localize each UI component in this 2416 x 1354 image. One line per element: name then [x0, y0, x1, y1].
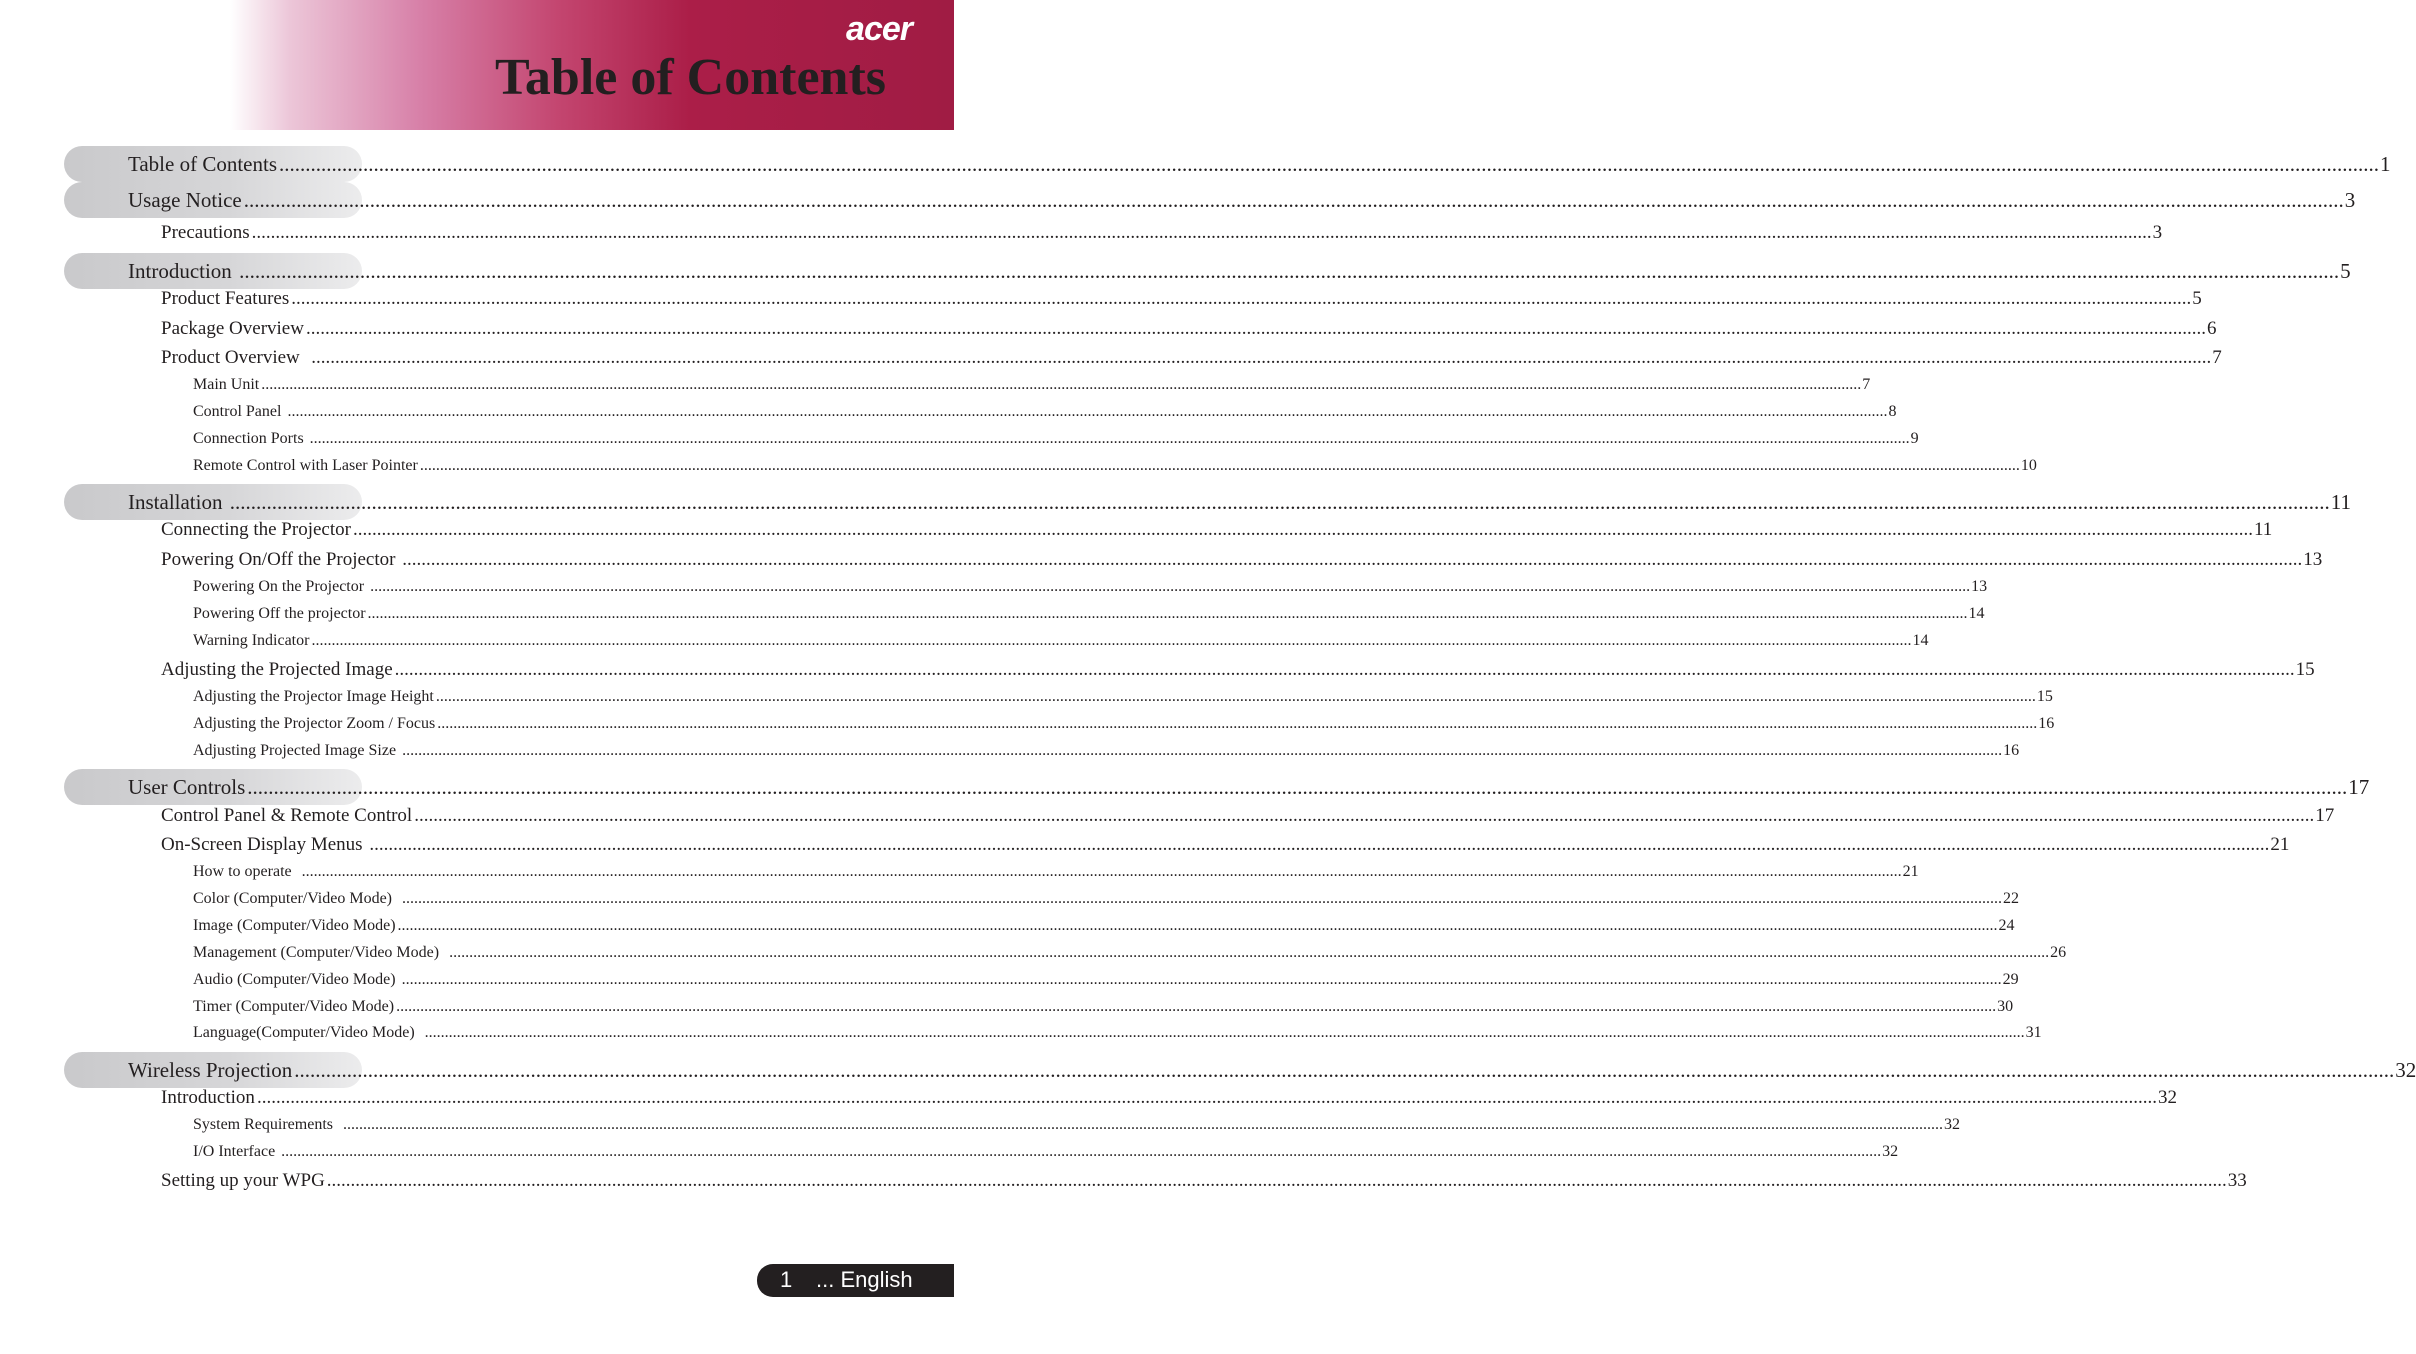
toc-entry-page: 14: [1968, 605, 1985, 622]
toc-entry-page: 15: [2036, 688, 2053, 705]
toc-entry-page: 6: [2206, 318, 2217, 339]
dot-leader: ................................................................................................................................................................................................................................................................................................................................................................................................................: [397, 917, 1998, 934]
toc-entry-page: 7: [1862, 376, 1871, 393]
toc-entry-level-3[interactable]: [193, 1116, 1960, 1134]
toc-entry-title: Language(Computer/Video Mode): [193, 1024, 423, 1041]
toc-entry-level-3[interactable]: [193, 917, 2015, 935]
toc-entry-level-2[interactable]: [161, 1087, 2177, 1109]
toc-entry-level-3[interactable]: [193, 742, 2020, 760]
toc-entry-title: Table of Contents: [128, 152, 277, 176]
toc-entry-page: 30: [1997, 998, 2014, 1015]
toc-entry-title: Powering On the Projector: [193, 578, 369, 595]
toc-entry-level-2[interactable]: [161, 549, 2323, 571]
toc-entry-level-3[interactable]: [193, 632, 1929, 650]
toc-entry-title: Image (Computer/Video Mode): [193, 917, 396, 934]
toc-entry-title: Control Panel: [193, 403, 286, 420]
toc-entry-page: 16: [2003, 742, 2020, 759]
dot-leader: ................................................................................................................................................................................................................................................................................................................................................................................................................: [311, 632, 1912, 649]
dot-leader: ................................................................................................................................................................................................................................................................................................................................................................................................................: [437, 715, 2038, 732]
toc-entry-title: System Requirements: [193, 1116, 341, 1133]
toc-entry-title: Introduction: [128, 259, 238, 283]
toc-entry-title: Installation: [128, 490, 228, 514]
toc-entry-level-2[interactable]: [161, 288, 2202, 310]
toc-entry-page: 3: [2344, 188, 2356, 212]
toc-entry-level-3[interactable]: [193, 578, 1988, 596]
toc-entry-level-1[interactable]: [128, 259, 2351, 284]
toc-entry-level-2[interactable]: [161, 1170, 2247, 1192]
toc-entry-page: 17: [2348, 775, 2370, 799]
footer-page-tab: [757, 1264, 954, 1297]
toc-entry-page: 32: [2157, 1087, 2177, 1108]
dot-leader: ................................................................................................................................................................................................................................................................................................................................................................................................................: [243, 188, 2344, 212]
toc-entry-page: 13: [2303, 549, 2323, 570]
toc-entry-title: Precautions: [161, 222, 250, 243]
toc-entry-level-2[interactable]: [161, 834, 2290, 856]
toc-entry-page: 10: [2020, 457, 2037, 474]
dot-leader: ................................................................................................................................................................................................................................................................................................................................................................................................................: [402, 890, 2003, 907]
dot-leader: ................................................................................................................................................................................................................................................................................................................................................................................................................: [309, 430, 1910, 447]
toc-entry-level-1[interactable]: [128, 152, 2391, 177]
toc-entry-title: Control Panel & Remote Control: [161, 805, 413, 826]
dot-leader: ................................................................................................................................................................................................................................................................................................................................................................................................................: [342, 1116, 1943, 1133]
toc-entry-title: Warning Indicator: [193, 632, 310, 649]
toc-entry-title: Remote Control with Laser Pointer: [193, 457, 418, 474]
toc-entry-level-3[interactable]: [193, 890, 2020, 908]
dot-leader: ................................................................................................................................................................................................................................................................................................................................................................................................................: [419, 457, 2020, 474]
toc-entry-title: Management (Computer/Video Mode): [193, 944, 448, 961]
toc-entry-page: 26: [2050, 944, 2067, 961]
dot-leader: ................................................................................................................................................................................................................................................................................................................................................................................................................: [247, 775, 2348, 799]
toc-entry-page: 32: [1882, 1143, 1899, 1160]
dot-leader: ................................................................................................................................................................................................................................................................................................................................................................................................................: [239, 259, 2340, 283]
toc-entry-page: 17: [2315, 805, 2335, 826]
toc-entry-title: Introduction: [161, 1087, 255, 1108]
toc-entry-page: 7: [2212, 347, 2222, 368]
language-label: ... English: [816, 1267, 913, 1292]
dot-leader: ................................................................................................................................................................................................................................................................................................................................................................................................................: [229, 490, 2330, 514]
toc-entry-title: Product Overview: [161, 347, 310, 368]
toc-entry-level-1[interactable]: [128, 188, 2356, 213]
toc-entry-page: 33: [2227, 1170, 2247, 1191]
dot-leader: ................................................................................................................................................................................................................................................................................................................................................................................................................: [401, 971, 2002, 988]
toc-entry-page: 31: [2025, 1024, 2042, 1041]
toc-entry-title: Setting up your WPG: [161, 1170, 325, 1191]
dot-leader: ................................................................................................................................................................................................................................................................................................................................................................................................................: [402, 549, 2303, 570]
toc-entry-title: Product Features: [161, 288, 290, 309]
toc-entry-level-3[interactable]: [193, 1143, 1899, 1161]
dot-leader: ................................................................................................................................................................................................................................................................................................................................................................................................................: [435, 688, 2036, 705]
toc-entry-level-1[interactable]: [128, 1058, 2416, 1083]
dot-leader: ................................................................................................................................................................................................................................................................................................................................................................................................................: [281, 1143, 1882, 1160]
toc-entry-title: Package Overview: [161, 318, 304, 339]
dot-leader: ................................................................................................................................................................................................................................................................................................................................................................................................................: [311, 347, 2212, 368]
toc-entry-level-3[interactable]: [193, 1024, 2042, 1042]
dot-leader: ................................................................................................................................................................................................................................................................................................................................................................................................................: [369, 834, 2270, 855]
dot-leader: ................................................................................................................................................................................................................................................................................................................................................................................................................: [402, 742, 2003, 759]
dot-leader: ................................................................................................................................................................................................................................................................................................................................................................................................................: [394, 659, 2295, 680]
toc-entry-level-3[interactable]: [193, 605, 1985, 623]
toc-entry-level-3[interactable]: [193, 944, 2067, 962]
toc-entry-title: Adjusting the Projector Zoom / Focus: [193, 715, 436, 732]
dot-leader: ................................................................................................................................................................................................................................................................................................................................................................................................................: [301, 863, 1902, 880]
toc-entry-title: Adjusting the Projected Image: [161, 659, 393, 680]
toc-entry-page: 5: [2192, 288, 2202, 309]
dot-leader: ................................................................................................................................................................................................................................................................................................................................................................................................................: [291, 288, 2192, 309]
toc-entry-page: 24: [1998, 917, 2015, 934]
toc-entry-page: 29: [2002, 971, 2019, 988]
toc-entry-title: Connecting the Projector: [161, 519, 351, 540]
toc-entry-level-1[interactable]: [128, 775, 2370, 800]
toc-entry-page: 1: [2380, 152, 2391, 176]
toc-entry-title: Adjusting the Projector Image Height: [193, 688, 434, 705]
dot-leader: ................................................................................................................................................................................................................................................................................................................................................................................................................: [305, 318, 2206, 339]
acer-logo: acer: [846, 10, 912, 48]
dot-leader: ................................................................................................................................................................................................................................................................................................................................................................................................................: [326, 1170, 2227, 1191]
dot-leader: ................................................................................................................................................................................................................................................................................................................................................................................................................: [352, 519, 2253, 540]
toc-entry-page: 13: [1971, 578, 1988, 595]
toc-entry-page: 21: [2270, 834, 2290, 855]
toc-entry-level-3[interactable]: [193, 376, 1871, 394]
toc-entry-level-2[interactable]: [161, 347, 2222, 369]
toc-entry-level-3[interactable]: [193, 457, 2037, 475]
toc-entry-page: 32: [2395, 1058, 2416, 1082]
toc-entry-title: Connection Ports: [193, 430, 308, 447]
toc-entry-page: 3: [2152, 222, 2163, 243]
toc-entry-title: Main Unit: [193, 376, 260, 393]
dot-leader: ................................................................................................................................................................................................................................................................................................................................................................................................................: [414, 805, 2315, 826]
toc-entry-level-2[interactable]: [161, 659, 2315, 681]
toc-entry-title: Timer (Computer/Video Mode): [193, 998, 395, 1015]
toc-entry-level-3[interactable]: [193, 998, 2014, 1016]
toc-entry-level-3[interactable]: [193, 715, 2055, 733]
toc-entry-level-3[interactable]: [193, 863, 1919, 881]
dot-leader: ................................................................................................................................................................................................................................................................................................................................................................................................................: [370, 578, 1971, 595]
dot-leader: ................................................................................................................................................................................................................................................................................................................................................................................................................: [287, 403, 1888, 420]
dot-leader: ................................................................................................................................................................................................................................................................................................................................................................................................................: [261, 376, 1862, 393]
toc-entry-level-3[interactable]: [193, 403, 1897, 421]
dot-leader: ................................................................................................................................................................................................................................................................................................................................................................................................................: [396, 998, 1997, 1015]
toc-entry-page: 32: [1943, 1116, 1960, 1133]
dot-leader: ................................................................................................................................................................................................................................................................................................................................................................................................................: [256, 1087, 2157, 1108]
toc-entry-level-3[interactable]: [193, 971, 2019, 989]
toc-entry-title: Powering On/Off the Projector: [161, 549, 401, 570]
toc-entry-page: 22: [2003, 890, 2020, 907]
toc-entry-level-3[interactable]: [193, 688, 2053, 706]
toc-entry-page: 15: [2295, 659, 2315, 680]
toc-entry-page: 16: [2038, 715, 2055, 732]
dot-leader: ................................................................................................................................................................................................................................................................................................................................................................................................................: [279, 152, 2379, 176]
toc-entry-page: 11: [2330, 490, 2351, 514]
toc-entry-title: On-Screen Display Menus: [161, 834, 368, 855]
toc-entry-page: 8: [1888, 403, 1897, 420]
dot-leader: ................................................................................................................................................................................................................................................................................................................................................................................................................: [449, 944, 2050, 961]
toc-entry-page: 9: [1910, 430, 1919, 447]
toc-entry-title: I/O Interface: [193, 1143, 280, 1160]
toc-entry-level-2[interactable]: [161, 519, 2273, 541]
toc-entry-level-1[interactable]: [128, 490, 2351, 515]
dot-leader: ................................................................................................................................................................................................................................................................................................................................................................................................................: [294, 1058, 2395, 1082]
dot-leader: ................................................................................................................................................................................................................................................................................................................................................................................................................: [367, 605, 1968, 622]
toc-entry-page: 14: [1912, 632, 1929, 649]
toc-entry-level-2[interactable]: [161, 222, 2163, 244]
toc-entry-page: 11: [2253, 519, 2273, 540]
toc-entry-title: User Controls: [128, 775, 246, 799]
toc-entry-title: How to operate: [193, 863, 300, 880]
toc-entry-level-2[interactable]: [161, 805, 2335, 827]
toc-entry-page: 5: [2340, 259, 2351, 283]
toc-entry-title: Powering Off the projector: [193, 605, 366, 622]
toc-entry-title: Wireless Projection: [128, 1058, 293, 1082]
toc-entry-title: Audio (Computer/Video Mode): [193, 971, 400, 988]
toc-entry-level-3[interactable]: [193, 430, 1919, 448]
toc-entry-title: Color (Computer/Video Mode): [193, 890, 401, 907]
toc-entry-page: 21: [1902, 863, 1919, 880]
toc-entry-level-2[interactable]: [161, 318, 2217, 340]
dot-leader: ................................................................................................................................................................................................................................................................................................................................................................................................................: [424, 1024, 2025, 1041]
toc-entry-title: Usage Notice: [128, 188, 242, 212]
page-title: Table of Contents: [494, 49, 886, 106]
dot-leader: ................................................................................................................................................................................................................................................................................................................................................................................................................: [251, 222, 2152, 243]
toc-entry-title: Adjusting Projected Image Size: [193, 742, 401, 759]
page-number: 1: [780, 1267, 793, 1292]
